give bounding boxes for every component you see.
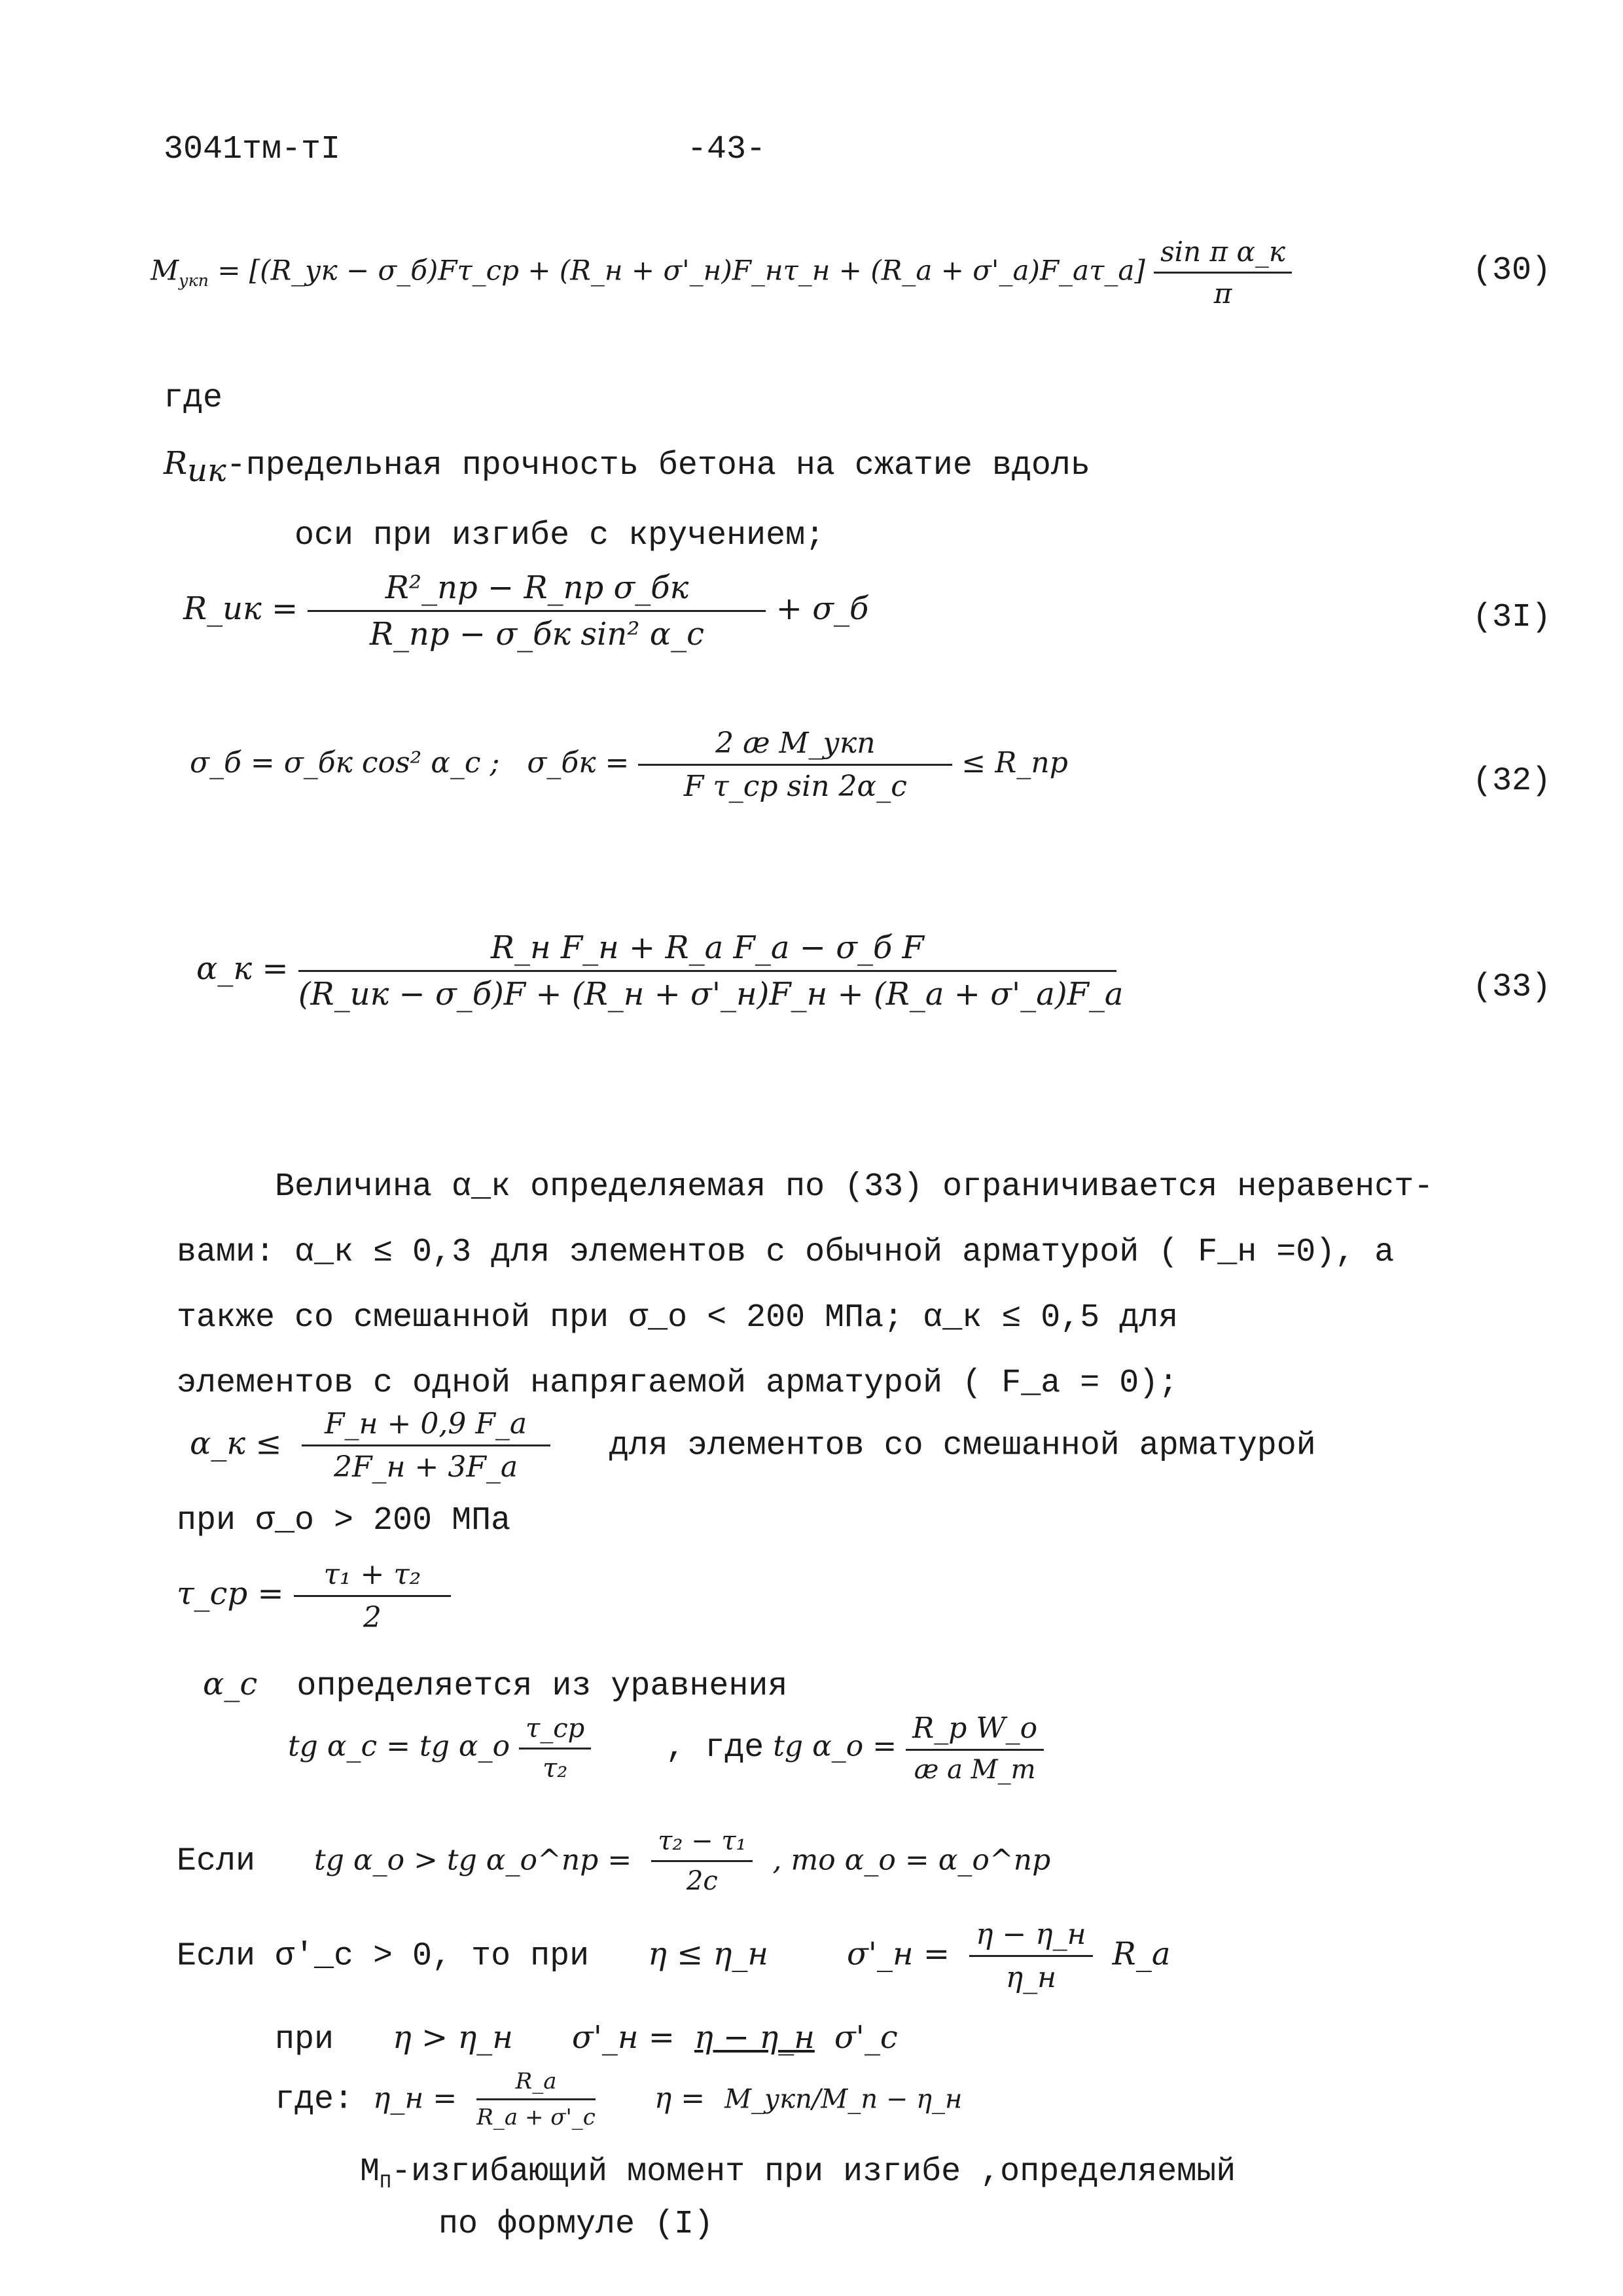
esli2-label: Если σ'_с > 0, то при <box>177 1937 590 1975</box>
mp-symbol: M <box>360 2153 380 2191</box>
definition-R <box>164 445 1090 489</box>
def-R-line1: -предельная прочность бетона на сжатие вдоль <box>226 447 1090 484</box>
tg-rhs: tg α_о = <box>773 1729 897 1763</box>
ineq-lhs: α_к ≤ <box>190 1425 282 1462</box>
equation-30 <box>151 236 1292 310</box>
equation-number-30: (30) <box>1472 252 1551 289</box>
tg-where: , где <box>666 1729 764 1767</box>
if-line-2 <box>177 1918 1170 1994</box>
esli2-den: η_н <box>1005 1961 1057 1994</box>
alpha-c-line <box>203 1666 787 1705</box>
if-line-3 <box>275 2019 898 2058</box>
tau-average <box>177 1558 451 1634</box>
eq33-num: R_н F_н + R_a F_a − σ_б F <box>298 929 1116 972</box>
eq30-rhs: = [(R_ук − σ_б)Fτ_ср + (R_н + σ'_н)F_нτ_н + (R_a + σ'_a)F_aτ_a] <box>217 254 1145 287</box>
pri2-res: σ'_н = <box>571 2019 675 2056</box>
eq31-lhs: R_ик = <box>183 590 298 627</box>
eq33-lhs: α_к = <box>196 950 289 987</box>
eq30-den: π <box>1213 278 1232 310</box>
tg-lhs: tg α_с = tg α_о <box>288 1729 510 1763</box>
tg-den: τ₂ <box>543 1753 568 1784</box>
gde2-label: где: <box>275 2081 354 2119</box>
paragraph-line: Величина α_к определяемая по (33) ограничивается неравенст- <box>275 1168 1434 1206</box>
pri2-label: при <box>275 2021 334 2058</box>
esli1-label: Если <box>177 1842 256 1880</box>
equation-31 <box>183 569 868 653</box>
eq30-num: sin π α_к <box>1154 236 1292 274</box>
esli1-num: τ₂ − τ₁ <box>651 1826 753 1862</box>
eta-expr: M_укп/M_п − η_н <box>724 2084 963 2115</box>
def-R-sub: ик <box>187 452 226 489</box>
tg-rnum: R_р W_о <box>906 1712 1044 1751</box>
esli1-den: 2c <box>686 1866 718 1896</box>
inequality-mixed <box>190 1407 1316 1484</box>
eq32-lhs2: σ_бк = <box>527 746 630 780</box>
tg-rden: æ a M_т <box>914 1755 1036 1785</box>
eq31-den: R_пр − σ_бк sin² α_с <box>369 616 705 653</box>
eta-lhs: η = <box>654 2081 705 2115</box>
paragraph-line: также со смешанной при σ_о < 200 МПа; α_к ≤ 0,5 для <box>177 1299 1179 1336</box>
pri2-tail: σ'_с <box>834 2019 898 2056</box>
ineq-num: F_н + 0,9 F_a <box>302 1407 550 1446</box>
eta-n-lhs: η_н = <box>373 2081 457 2115</box>
alpha-c-symbol: α_с <box>203 1666 258 1702</box>
esli2-tail: R_a <box>1112 1935 1171 1973</box>
esli2-cond: η ≤ η_н <box>648 1935 768 1973</box>
eq31-tail: + σ_б <box>776 590 869 627</box>
ineq-text: для элементов со смешанной арматурой <box>609 1427 1316 1465</box>
equation-number-33: (33) <box>1472 969 1551 1006</box>
ineq-den: 2F_н + 3F_a <box>334 1450 518 1484</box>
esli1-cond: tg α_о > tg α_о^пр = <box>314 1843 632 1877</box>
definition-Mp <box>360 2153 1236 2194</box>
tau-lhs: τ_ср = <box>177 1575 284 1612</box>
equation-number-31: (3I) <box>1472 599 1551 636</box>
pri2-cond: η > η_н <box>393 2019 513 2056</box>
paragraph-line: элементов с одной напрягаемой арматурой ( F_a = 0); <box>177 1365 1179 1402</box>
tg-equation <box>288 1712 1044 1785</box>
tau-num: τ₁ + τ₂ <box>294 1558 451 1597</box>
page-number: -43- <box>687 131 766 168</box>
eq32-part1: σ_б = σ_бк cos² α_с ; <box>190 746 500 780</box>
eq30-lhs: M <box>151 254 179 287</box>
esli2-num: η − η_н <box>969 1918 1093 1957</box>
equation-33 <box>196 929 1124 1013</box>
mp-sub: П <box>380 2172 392 2194</box>
eq32-tail: ≤ R_пр <box>961 746 1068 780</box>
where-label: где <box>164 380 223 417</box>
eq31-num: R²_пр − R_пр σ_бк <box>308 569 766 612</box>
eta-n-num: R_a <box>476 2068 596 2100</box>
def-R-symbol: R <box>164 445 188 482</box>
where-line-2 <box>275 2068 962 2130</box>
eq30-lhs-sub: укп <box>179 270 209 290</box>
definition-Mp-line2: по формуле (I) <box>438 2206 714 2243</box>
eq32-den: F τ_ср sin 2α_с <box>683 770 907 803</box>
eta-n-den: R_a + σ'_с <box>476 2104 596 2130</box>
equation-32 <box>190 726 1068 803</box>
esli1-then: , то α_о = α_о^пр <box>772 1843 1051 1877</box>
if-line-1 <box>177 1826 1050 1896</box>
pri2-num: η − η_н <box>694 2019 815 2056</box>
mp-line1: -изгибающий момент при изгибе ,определяемый <box>391 2153 1236 2191</box>
doc-code: 3041тм-тI <box>164 131 341 168</box>
tg-num: τ_ср <box>519 1713 591 1749</box>
alpha-c-text: определяется из уравнения <box>296 1668 788 1705</box>
paragraph-line: вами: α_к ≤ 0,3 для элементов с обычной арматурой ( F_н =0), а <box>177 1234 1395 1271</box>
eq32-num: 2 æ M_укп <box>638 726 952 766</box>
equation-number-32: (32) <box>1472 762 1551 800</box>
condition-200: при σ_о > 200 МПа <box>177 1502 511 1539</box>
eq33-den: (R_ик − σ_б)F + (R_н + σ'_н)F_н + (R_a + σ'_a)F_a <box>298 976 1124 1013</box>
tau-den: 2 <box>363 1601 382 1634</box>
esli2-res: σ'_н = <box>847 1935 950 1973</box>
definition-R-line2: оси при изгибе с кручением; <box>294 517 825 554</box>
